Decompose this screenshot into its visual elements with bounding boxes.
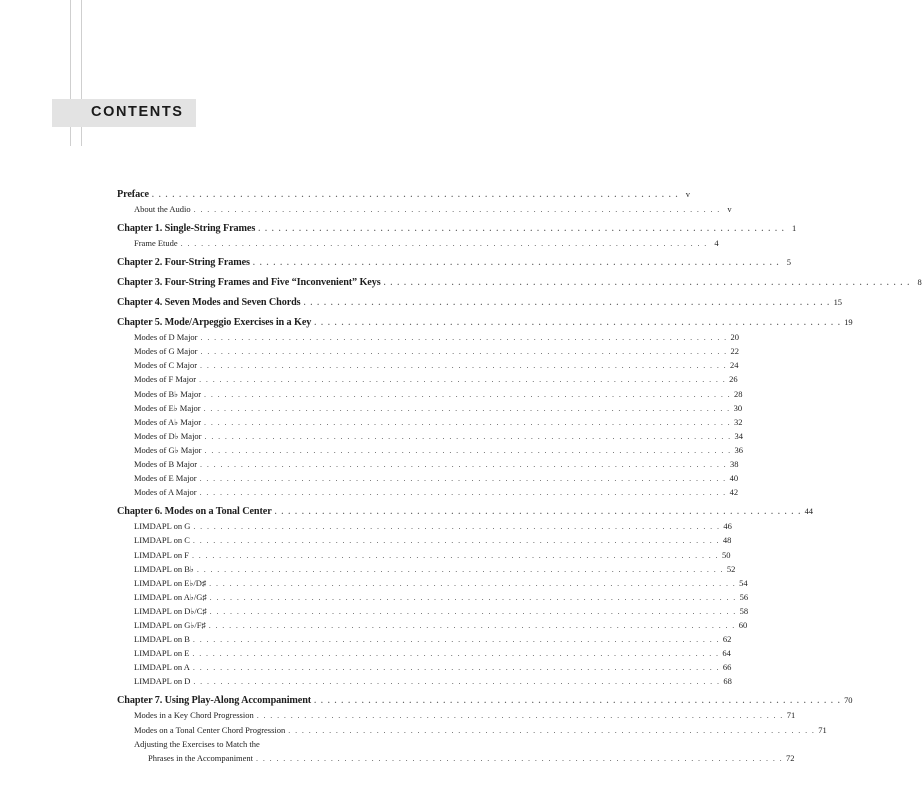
toc-entry-label: Chapter 5. Mode/Arpeggio Exercises in a Key [117,317,312,329]
toc-page-number: 36 [734,444,744,455]
toc-page-number: 8 [917,277,922,288]
toc-page-number: 34 [734,430,744,441]
toc-entry-label: LIMDAPL on F [134,549,189,560]
toc-entry-label: Modes on a Tonal Center Chord Progression [134,724,286,735]
toc-entry-label: LIMDAPL on E [134,648,190,659]
toc-page-number: 46 [723,521,732,532]
dot-leader: . . . . . . . . . . . . . . . . . . . . . . . . . . . . . . . . . . . . . . . . . . . . . . . . . . . . . . . . . . . . . . . . . . . . . . . . . . . . . . [200,347,728,357]
dot-leader: . . . . . . . . . . . . . . . . . . . . . . . . . . . . . . . . . . . . . . . . . . . . . . . . . . . . . . . . . . . . . . . . . . . . . . . . . . . . . . [204,445,732,455]
toc-chapter-entry[interactable] [117,504,813,519]
toc-chapter-entry[interactable] [117,693,853,708]
toc-section-entry[interactable] [117,646,731,660]
toc-section-entry[interactable] [117,548,731,562]
toc-entry-label: Modes of A♭ Major [134,416,202,427]
dot-leader: . . . . . . . . . . . . . . . . . . . . . . . . . . . . . . . . . . . . . . . . . . . . . . . . . . . . . . . . . . . . . . . . . . . . . . . . . . . . . . [199,488,727,498]
toc-entry-label: LIMDAPL on D [134,676,191,687]
toc-section-entry[interactable] [117,415,743,429]
dot-leader: . . . . . . . . . . . . . . . . . . . . . . . . . . . . . . . . . . . . . . . . . . . . . . . . . . . . . . . . . . . . . . . . . . . . . . . . . . . . . . [193,677,721,687]
toc-page-number: 70 [844,695,853,706]
toc-section-entry[interactable] [117,471,739,485]
toc-section-entry[interactable] [117,618,748,632]
toc-entry-label: Modes of A Major [134,487,197,498]
dot-leader: . . . . . . . . . . . . . . . . . . . . . . . . . . . . . . . . . . . . . . . . . . . . . . . . . . . . . . . . . . . . . . . . . . . . . . . . . . . . . . [200,333,728,343]
toc-section-entry[interactable] [117,443,744,457]
toc-page-number: 32 [734,416,743,427]
dot-leader: . . . . . . . . . . . . . . . . . . . . . . . . . . . . . . . . . . . . . . . . . . . . . . . . . . . . . . . . . . . . . . . . . . . . . . . . . . . . . . [314,696,842,706]
dot-leader: . . . . . . . . . . . . . . . . . . . . . . . . . . . . . . . . . . . . . . . . . . . . . . . . . . . . . . . . . . . . . . . . . . . . . . . . . . . . . . [192,536,720,546]
toc-section-entry[interactable] [117,590,749,604]
toc-section-entry[interactable] [117,751,795,765]
toc-entry-label: Chapter 1. Single-String Frames [117,223,256,235]
toc-page-number: 56 [739,591,749,602]
dot-leader: . . . . . . . . . . . . . . . . . . . . . . . . . . . . . . . . . . . . . . . . . . . . . . . . . . . . . . . . . . . . . . . . . . . . . . . . . . . . . . [274,507,802,517]
dot-leader: . . . . . . . . . . . . . . . . . . . . . . . . . . . . . . . . . . . . . . . . . . . . . . . . . . . . . . . . . . . . . . . . . . . . . . . . . . . . . . [192,649,720,659]
toc-entry-label: Modes of F Major [134,374,197,385]
toc-entry-label: Chapter 2. Four-String Frames [117,257,250,269]
toc-entry-label: Phrases in the Accompaniment [148,752,254,763]
dot-leader: . . . . . . . . . . . . . . . . . . . . . . . . . . . . . . . . . . . . . . . . . . . . . . . . . . . . . . . . . . . . . . . . . . . . . . . . . . . . . . [200,361,728,371]
toc-section-entry[interactable] [117,429,744,443]
toc-page-number: 22 [730,346,740,357]
toc-entry-label: Modes of D Major [134,332,198,343]
toc-entry-label: Modes of E♭ Major [134,402,201,413]
toc-entry-label: LIMDAPL on B [134,634,190,645]
toc-entry-label: Modes of E Major [134,473,197,484]
dot-leader: . . . . . . . . . . . . . . . . . . . . . . . . . . . . . . . . . . . . . . . . . . . . . . . . . . . . . . . . . . . . . . . . . . . . . . . . . . . . . . [191,550,719,560]
toc-page-number: 72 [786,752,795,763]
dot-leader: . . . . . . . . . . . . . . . . . . . . . . . . . . . . . . . . . . . . . . . . . . . . . . . . . . . . . . . . . . . . . . . . . . . . . . . . . . . . . . [203,403,731,413]
toc-section-entry[interactable] [117,401,743,415]
toc-section-entry[interactable] [117,576,748,590]
toc-chapter-entry[interactable] [117,221,797,236]
toc-page-number: 68 [723,676,732,687]
dot-leader: . . . . . . . . . . . . . . . . . . . . . . . . . . . . . . . . . . . . . . . . . . . . . . . . . . . . . . . . . . . . . . . . . . . . . . . . . . . . . . [204,417,732,427]
dot-leader: . . . . . . . . . . . . . . . . . . . . . . . . . . . . . . . . . . . . . . . . . . . . . . . . . . . . . . . . . . . . . . . . . . . . . . . . . . . . . . [180,239,708,249]
toc-page-number: 52 [726,563,736,574]
dot-leader: . . . . . . . . . . . . . . . . . . . . . . . . . . . . . . . . . . . . . . . . . . . . . . . . . . . . . . . . . . . . . . . . . . . . . . . . . . . . . . [208,620,736,630]
toc-page-number: 4 [714,238,719,249]
toc-entry-label: Modes of C Major [134,360,198,371]
toc-page-number: 62 [722,634,732,645]
toc-chapter-entry[interactable] [117,275,922,290]
dot-leader: . . . . . . . . . . . . . . . . . . . . . . . . . . . . . . . . . . . . . . . . . . . . . . . . . . . . . . . . . . . . . . . . . . . . . . . . . . . . . . [204,389,732,399]
toc-page-number: 71 [786,710,796,721]
toc-section-entry[interactable] [117,533,732,547]
toc-entry-label: Modes of D♭ Major [134,430,202,441]
toc-entry-label: LIMDAPL on G♭/F♯ [134,619,206,630]
dot-leader: . . . . . . . . . . . . . . . . . . . . . . . . . . . . . . . . . . . . . . . . . . . . . . . . . . . . . . . . . . . . . . . . . . . . . . . . . . . . . . [192,663,720,673]
toc-page-number: 42 [729,487,739,498]
toc-entry-label: LIMDAPL on D♭/C♯ [134,605,207,616]
toc-page-number: 60 [738,619,748,630]
toc-section-entry[interactable] [117,660,732,674]
dot-leader: . . . . . . . . . . . . . . . . . . . . . . . . . . . . . . . . . . . . . . . . . . . . . . . . . . . . . . . . . . . . . . . . . . . . . . . . . . . . . . [288,725,816,735]
toc-entry-label: LIMDAPL on A [134,662,190,673]
toc-page-number: 66 [722,662,732,673]
toc-entry-label: Modes of B♭ Major [134,388,202,399]
toc-page-number: 71 [818,724,827,735]
page-title: CONTENTS [91,104,184,120]
toc-entry-label: Preface [117,189,149,200]
toc-entry-label: LIMDAPL on E♭/D♯ [134,577,207,588]
toc-chapter-entry[interactable] [117,295,842,310]
toc-section-entry[interactable] [117,202,732,216]
toc-page-number: 44 [804,506,813,517]
toc-section-entry[interactable] [117,708,796,722]
toc-page-number: 15 [833,297,842,308]
toc-section-entry[interactable] [117,562,736,576]
toc-page-number: 5 [786,257,791,268]
dot-leader: . . . . . . . . . . . . . . . . . . . . . . . . . . . . . . . . . . . . . . . . . . . . . . . . . . . . . . . . . . . . . . . . . . . . . . . . . . . . . . [252,258,780,268]
toc-page-number: 54 [739,577,748,588]
dot-leader: . . . . . . . . . . . . . . . . . . . . . . . . . . . . . . . . . . . . . . . . . . . . . . . . . . . . . . . . . . . . . . . . . . . . . . . . . . . . . . [204,431,732,441]
toc-entry-label: Chapter 7. Using Play-Along Accompaniment [117,695,312,707]
dot-leader: . . . . . . . . . . . . . . . . . . . . . . . . . . . . . . . . . . . . . . . . . . . . . . . . . . . . . . . . . . . . . . . . . . . . . . . . . . . . . . [209,578,737,588]
toc-entry-label: Frame Etude [134,238,178,249]
toc-entry-label: Modes in a Key Chord Progression [134,710,254,721]
toc-page-number: 30 [733,402,743,413]
dot-leader: . . . . . . . . . . . . . . . . . . . . . . . . . . . . . . . . . . . . . . . . . . . . . . . . . . . . . . . . . . . . . . . . . . . . . . . . . . . . . . [314,318,842,328]
dot-leader: . . . . . . . . . . . . . . . . . . . . . . . . . . . . . . . . . . . . . . . . . . . . . . . . . . . . . . . . . . . . . . . . . . . . . . . . . . . . . . [193,522,721,532]
toc-entry-label: Chapter 6. Modes on a Tonal Center [117,506,272,518]
toc-chapter-entry[interactable] [117,187,690,202]
toc-entry-label: Modes of G♭ Major [134,444,202,455]
toc-section-entry[interactable] [117,723,827,737]
toc-chapter-entry[interactable] [117,255,791,270]
dot-leader: . . . . . . . . . . . . . . . . . . . . . . . . . . . . . . . . . . . . . . . . . . . . . . . . . . . . . . . . . . . . . . . . . . . . . . . . . . . . . . [209,606,737,616]
dot-leader: . . . . . . . . . . . . . . . . . . . . . . . . . . . . . . . . . . . . . . . . . . . . . . . . . . . . . . . . . . . . . . . . . . . . . . . . . . . . . . [256,753,784,763]
toc-page-number: 40 [729,473,739,484]
dot-leader: . . . . . . . . . . . . . . . . . . . . . . . . . . . . . . . . . . . . . . . . . . . . . . . . . . . . . . . . . . . . . . . . . . . . . . . . . . . . . . [209,592,737,602]
toc-page-number: 64 [722,648,731,659]
toc-page-number: v [685,189,690,199]
dot-leader: . . . . . . . . . . . . . . . . . . . . . . . . . . . . . . . . . . . . . . . . . . . . . . . . . . . . . . . . . . . . . . . . . . . . . . . . . . . . . . [193,205,721,214]
toc-section-entry[interactable] [117,632,732,646]
toc-section-entry[interactable] [117,604,749,618]
toc-page-number: v [727,204,732,214]
toc-entry-label: Modes of G Major [134,346,198,357]
toc-page-number: 19 [844,317,853,328]
toc-section-entry[interactable] [117,387,743,401]
toc-entry-label: Chapter 3. Four-String Frames and Five “Inconvenient” Keys [117,277,381,289]
toc-section-entry[interactable] [117,737,429,751]
toc-page-number: 26 [729,374,738,385]
toc-section-entry[interactable] [117,457,739,471]
table-of-contents [117,187,922,765]
toc-page-number: 48 [722,535,732,546]
toc-page-number: 20 [730,332,740,343]
dot-leader: . . . . . . . . . . . . . . . . . . . . . . . . . . . . . . . . . . . . . . . . . . . . . . . . . . . . . . . . . . . . . . . . . . . . . . . . . . . . . . [151,190,679,199]
dot-leader: . . . . . . . . . . . . . . . . . . . . . . . . . . . . . . . . . . . . . . . . . . . . . . . . . . . . . . . . . . . . . . . . . . . . . . . . . . . . . . [258,224,786,234]
toc-page-number: 1 [792,223,797,234]
toc-chapter-entry[interactable] [117,315,853,330]
toc-entry-label: LIMDAPL on B♭ [134,563,194,574]
dot-leader: . . . . . . . . . . . . . . . . . . . . . . . . . . . . . . . . . . . . . . . . . . . . . . . . . . . . . . . . . . . . . . . . . . . . . . . . . . . . . . [256,711,784,721]
toc-page-number: 50 [721,549,731,560]
dot-leader: . . . . . . . . . . . . . . . . . . . . . . . . . . . . . . . . . . . . . . . . . . . . . . . . . . . . . . . . . . . . . . . . . . . . . . . . . . . . . . [199,474,727,484]
toc-section-entry[interactable] [117,519,732,533]
toc-section-entry[interactable] [117,485,739,499]
dot-leader: . . . . . . . . . . . . . . . . . . . . . . . . . . . . . . . . . . . . . . . . . . . . . . . . . . . . . . . . . . . . . . . . . . . . . . . . . . . . . . [199,375,727,385]
toc-entry-label: Adjusting the Exercises to Match the [134,738,260,749]
toc-page-number: 58 [739,605,749,616]
toc-page-number: 28 [734,388,743,399]
toc-entry-label: LIMDAPL on G [134,521,191,532]
toc-section-entry[interactable] [117,236,719,250]
dot-leader: . . . . . . . . . . . . . . . . . . . . . . . . . . . . . . . . . . . . . . . . . . . . . . . . . . . . . . . . . . . . . . . . . . . . . . . . . . . . . . [303,298,831,308]
dot-leader: . . . . . . . . . . . . . . . . . . . . . . . . . . . . . . . . . . . . . . . . . . . . . . . . . . . . . . . . . . . . . . . . . . . . . . . . . . . . . . [200,460,728,470]
toc-page-number: 24 [730,360,739,371]
toc-entry-label: About the Audio [134,204,191,214]
toc-entry-label: LIMDAPL on A♭/G♯ [134,591,207,602]
dot-leader: . . . . . . . . . . . . . . . . . . . . . . . . . . . . . . . . . . . . . . . . . . . . . . . . . . . . . . . . . . . . . . . . . . . . . . . . . . . . . . [192,635,720,645]
toc-entry-label: LIMDAPL on C [134,535,190,546]
dot-leader: . . . . . . . . . . . . . . . . . . . . . . . . . . . . . . . . . . . . . . . . . . . . . . . . . . . . . . . . . . . . . . . . . . . . . . . . . . . . . . [196,564,724,574]
toc-section-entry[interactable] [117,344,740,358]
toc-page-number: 38 [730,459,739,470]
toc-section-entry[interactable] [117,358,739,372]
toc-section-entry[interactable] [117,372,738,386]
toc-section-entry[interactable] [117,674,732,688]
toc-entry-label: Modes of B Major [134,459,198,470]
toc-section-entry[interactable] [117,330,740,344]
dot-leader: . . . . . . . . . . . . . . . . . . . . . . . . . . . . . . . . . . . . . . . . . . . . . . . . . . . . . . . . . . . . . . . . . . . . . . . . . . . . . . [383,278,911,288]
toc-entry-label: Chapter 4. Seven Modes and Seven Chords [117,297,301,309]
